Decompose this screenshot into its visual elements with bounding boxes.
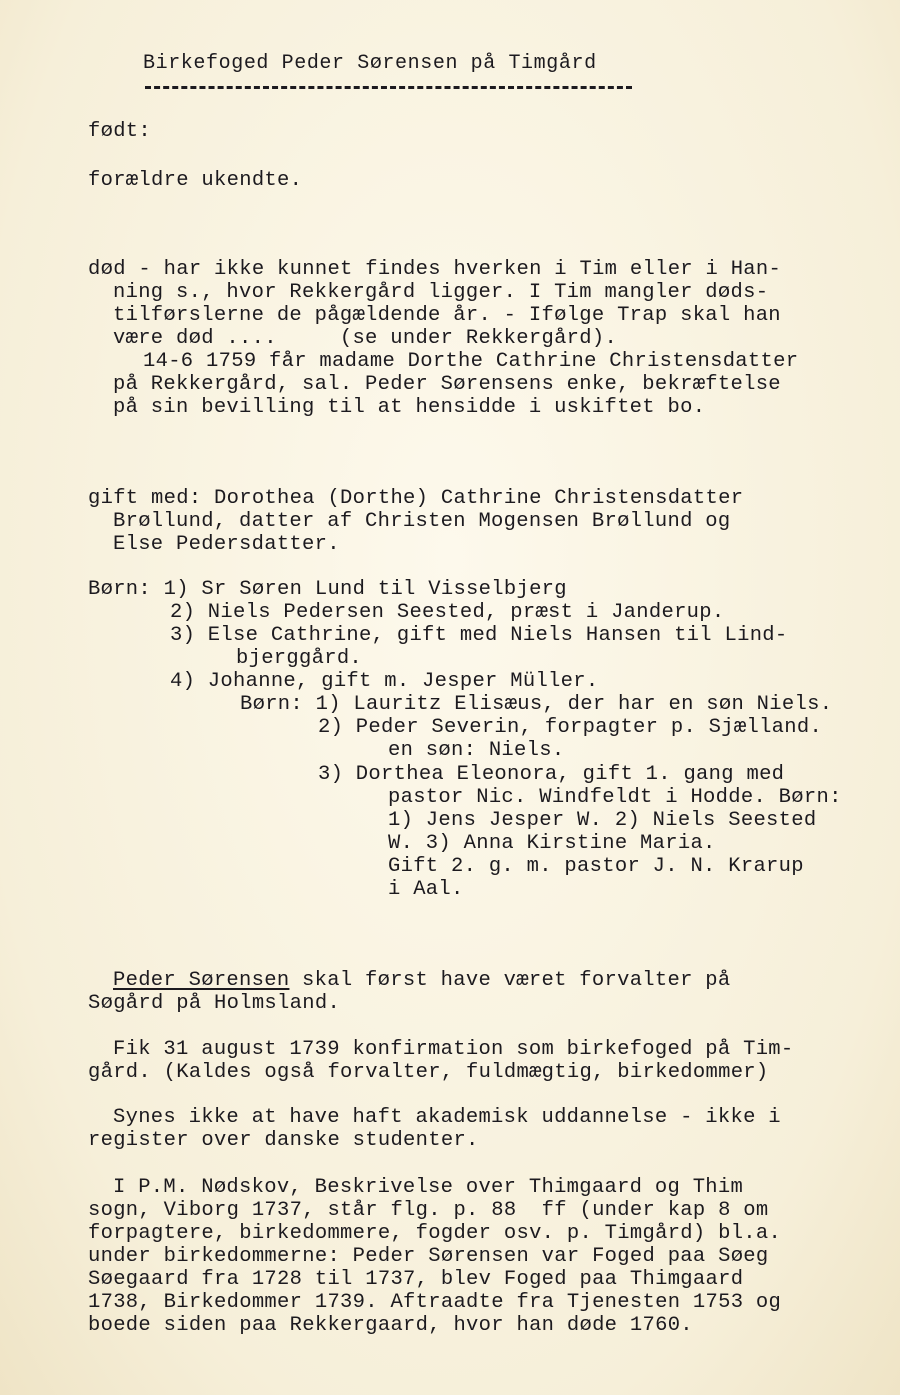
text-line: sogn, Viborg 1737, står flg. p. 88 ff (under kap 8 om [88,1199,769,1222]
text-line: være død .... (se under Rekkergård). [113,327,618,350]
text-line: Søgård på Holmsland. [88,992,341,1015]
text-line: boede siden paa Rekkergaard, hvor han døde 1760. [88,1314,693,1337]
text-line: i Aal. [388,878,464,901]
text-line: Gift 2. g. m. pastor J. N. Krarup [388,855,804,878]
text-line: Børn: 1) Lauritz Elisæus, der har en søn Niels. [240,693,833,716]
text-line: død - har ikke kunnet findes hverken i Tim eller i Han- [88,258,782,281]
text-line: på Rekkergård, sal. Peder Sørensens enke, bekræftelse [113,373,781,396]
text-line: Fik 31 august 1739 konfirmation som birkefoged på Tim- [113,1038,794,1061]
text-line: Søegaard fra 1728 til 1737, blev Foged paa Thimgaard [88,1268,744,1291]
document-title: Birkefoged Peder Sørensen på Timgård [143,52,597,75]
text-line: Brøllund, datter af Christen Mogensen Brøllund og [113,510,731,533]
text-line: 1) Jens Jesper W. 2) Niels Seested [388,809,817,832]
text-line: 3) Dorthea Eleonora, gift 1. gang med [318,763,785,786]
text-line: Else Pedersdatter. [113,533,340,556]
text-line: 1738, Birkedommer 1739. Aftraadte fra Tjenesten 1753 og [88,1291,782,1314]
title-underline [145,86,632,89]
text-line [113,969,731,992]
text-line: pastor Nic. Windfeldt i Hodde. Børn: [388,786,842,809]
text-line: 14-6 1759 får madame Dorthe Cathrine Christensdatter [143,350,799,373]
text-line: register over danske studenter. [88,1129,479,1152]
text-line: ning s., hvor Rekkergård ligger. I Tim mangler døds- [113,281,769,304]
underlined-name: Peder Sørensen [113,969,290,992]
text-line: under birkedommerne: Peder Sørensen var Foged paa Søeg [88,1245,769,1268]
text-line: på sin bevilling til at hensidde i uskiftet bo. [113,396,706,419]
text-line: Synes ikke at have haft akademisk uddannelse - ikke i [113,1106,781,1129]
text-line: W. 3) Anna Kirstine Maria. [388,832,716,855]
text-line: I P.M. Nødskov, Beskrivelse over Thimgaard og Thim [113,1176,744,1199]
text-line: 2) Peder Severin, forpagter p. Sjælland. [318,716,823,739]
text-line: tilførslerne de pågældende år. - Ifølge Trap skal han [113,304,781,327]
text-line: forpagtere, birkedommere, fogder osv. p. Timgård) bl.a. [88,1222,782,1245]
text-line: 2) Niels Pedersen Seested, præst i Janderup. [170,601,725,624]
text-line: gård. (Kaldes også forvalter, fuldmægtig, birkedommer) [88,1061,769,1084]
text-line: en søn: Niels. [388,739,565,762]
text-line: Børn: 1) Sr Søren Lund til Visselbjerg [88,578,567,601]
text-line: gift med: Dorothea (Dorthe) Cathrine Christensdatter [88,487,744,510]
text-line: født: [88,120,152,143]
text-segment: skal først have været forvalter på [289,969,731,992]
text-line: bjerggård. [236,647,363,670]
text-line: 3) Else Cathrine, gift med Niels Hansen til Lind- [170,624,788,647]
text-line: 4) Johanne, gift m. Jesper Müller. [170,670,599,693]
text-line: forældre ukendte. [88,169,303,192]
